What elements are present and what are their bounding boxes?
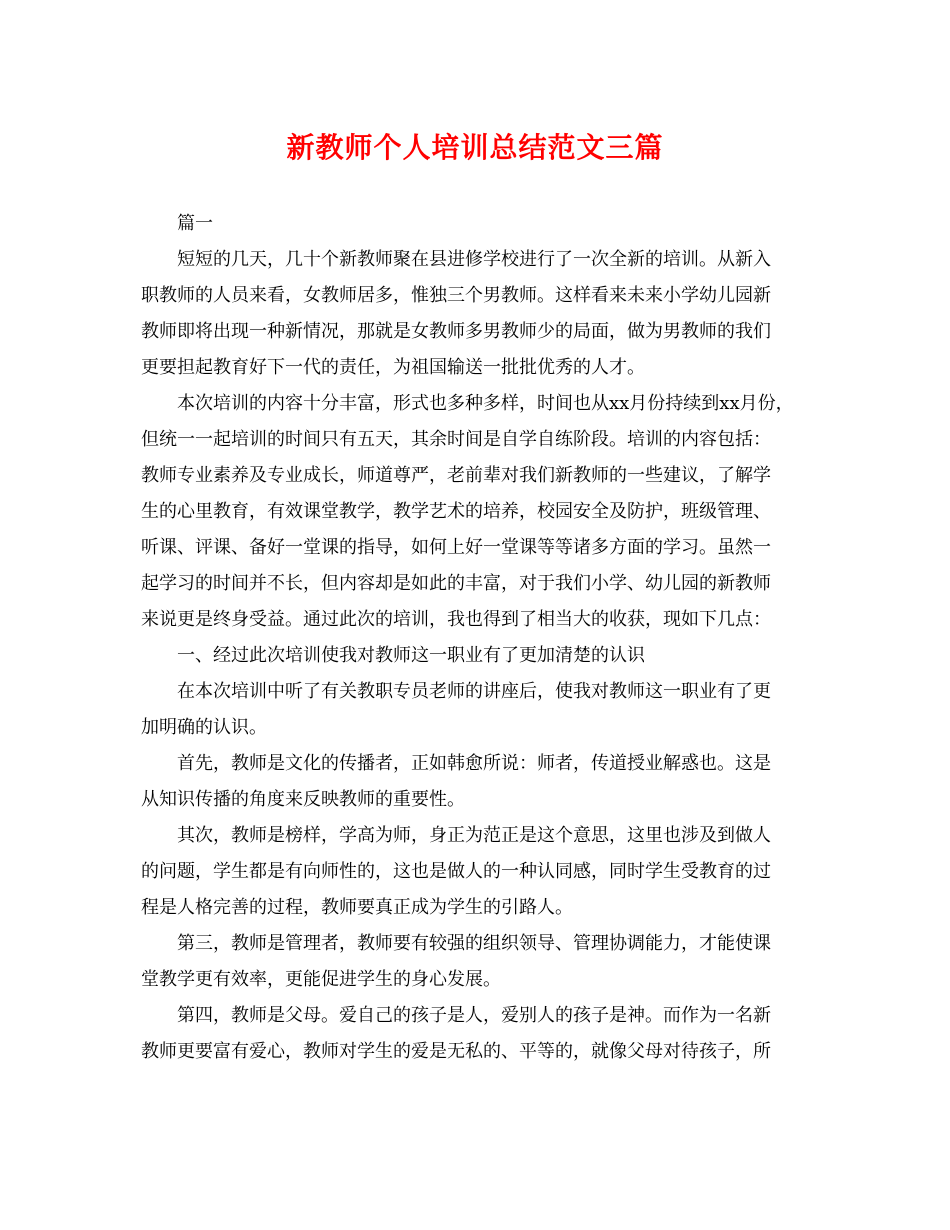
document-title: 新教师个人培训总结范文三篇 xyxy=(286,131,664,164)
text-line: 从知识传播的角度来反映教师的重要性。 xyxy=(141,789,465,810)
text-line: 第四，教师是父母。爱自己的孩子是人，爱别人的孩子是神。而作为一名新 xyxy=(177,1005,771,1026)
text-line: 生的心里教育，有效课堂教学，教学艺术的培养，校园安全及防护，班级管理、 xyxy=(141,501,771,522)
text-line: 一、经过此次培训使我对教师这一职业有了更加清楚的认识 xyxy=(177,645,645,666)
text-line: 加明确的认识。 xyxy=(141,717,267,738)
document-body xyxy=(141,206,831,1070)
text-line: 教师专业素养及专业成长，师道尊严，老前辈对我们新教师的一些建议，了解学 xyxy=(141,465,771,486)
text-line: 本次培训的内容十分丰富，形式也多种多样，时间也从xx月份持续到xx月份， xyxy=(177,393,794,414)
text-line: 篇一 xyxy=(177,213,213,234)
text-line: 教师即将出现一种新情况，那就是女教师多男教师少的局面，做为男教师的我们 xyxy=(141,321,771,342)
text-line: 教师更要富有爱心，教师对学生的爱是无私的、平等的，就像父母对待孩子，所 xyxy=(141,1041,771,1062)
text-line: 短短的几天，几十个新教师聚在县进修学校进行了一次全新的培训。从新入 xyxy=(177,249,771,270)
text-line: 第三，教师是管理者，教师要有较强的组织领导、管理协调能力，才能使课 xyxy=(177,933,771,954)
text-line: 在本次培训中听了有关教职专员老师的讲座后，使我对教师这一职业有了更 xyxy=(177,681,771,702)
text-line: 程是人格完善的过程，教师要真正成为学生的引路人。 xyxy=(141,897,573,918)
text-line: 但统一一起培训的时间只有五天，其余时间是自学自练阶段。培训的内容包括： xyxy=(141,429,771,450)
text-line: 更要担起教育好下一代的责任，为祖国输送一批批优秀的人才。 xyxy=(141,357,645,378)
text-line: 其次，教师是榜样，学高为师，身正为范正是这个意思，这里也涉及到做人 xyxy=(177,825,771,846)
text-line: 首先，教师是文化的传播者，正如韩愈所说：师者，传道授业解惑也。这是 xyxy=(177,753,771,774)
text-line: 堂教学更有效率，更能促进学生的身心发展。 xyxy=(141,969,501,990)
text-line: 听课、评课、备好一堂课的指导，如何上好一堂课等等诸多方面的学习。虽然一 xyxy=(141,537,771,558)
text-line: 来说更是终身受益。通过此次的培训，我也得到了相当大的收获，现如下几点： xyxy=(141,609,771,630)
text-line: 的问题，学生都是有向师性的，这也是做人的一种认同感，同时学生受教育的过 xyxy=(141,861,771,882)
text-line: 起学习的时间并不长，但内容却是如此的丰富，对于我们小学、幼儿园的新教师 xyxy=(141,573,771,594)
text-line: 职教师的人员来看，女教师居多，惟独三个男教师。这样看来未来小学幼儿园新 xyxy=(141,285,771,306)
